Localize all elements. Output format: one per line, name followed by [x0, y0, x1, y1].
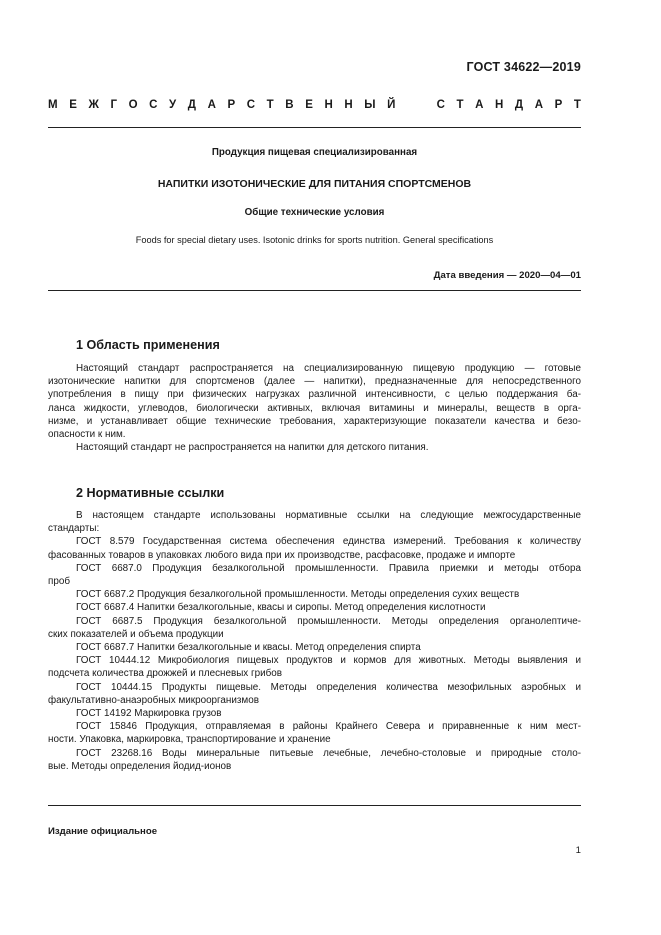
banner-letter: С [436, 99, 445, 111]
banner-letter: Н [495, 99, 504, 111]
text-line: ГОСТ 6687.0 Продукция безалкогольной промышленности. Правила приемки и методы отбора [76, 562, 581, 574]
banner-letter: Р [227, 99, 236, 111]
footer-divider [48, 805, 581, 806]
section-body-scope [48, 362, 581, 454]
text-line: вые. Методы определения йодид-ионов [48, 760, 232, 772]
text-line: подсчета количества дрожжей и плесневых грибов [48, 668, 282, 680]
banner-letter: Е [69, 99, 77, 111]
banner-letter: Т [456, 99, 464, 111]
text-line: В настоящем стандарте использованы нормативные ссылки на следующие межгосударственные [76, 510, 581, 521]
banner-letter: Н [324, 99, 333, 111]
section-heading-scope: 1 Область применения [76, 338, 220, 352]
banner-letter: У [169, 99, 177, 111]
section-body-references [48, 509, 581, 773]
text-line: факультативно-анаэробных микроорганизмов [48, 694, 259, 706]
banner-letter: Р [554, 99, 563, 111]
document-title: НАПИТКИ ИЗОТОНИЧЕСКИЕ ДЛЯ ПИТАНИЯ СПОРТСМЕНОВ [157, 178, 472, 190]
banner-letter: Й [387, 99, 396, 111]
banner-letter: В [285, 99, 294, 111]
banner-letter: Г [110, 99, 117, 111]
text-line: ГОСТ 6687.2 Продукция безалкогольной промышленности. Методы определения сухих веществ [76, 589, 520, 601]
banner-letter: Ж [88, 99, 99, 111]
text-line: Настоящий стандарт не распространяется на напитки для детского питания. [76, 442, 429, 454]
text-line: ланса жидкости, углеводов, биологически активных, включая витамины и минералы, веществ в орга- [48, 402, 581, 414]
text-line: изотонические напитки для спортсменов (далее — напитки), предназначенные для непосредственного [48, 376, 581, 388]
banner-letter: А [475, 99, 484, 111]
text-line: ГОСТ 15846 Продукция, отправляемая в районы Крайнего Севера и приравненные к ним мест- [76, 721, 581, 733]
section-heading-references: 2 Нормативные ссылки [76, 486, 225, 500]
header-divider [48, 127, 581, 128]
text-line: ских показателей и объема продукции [48, 628, 224, 640]
text-line: ГОСТ 10444.12 Микробиология пищевых продуктов и кормов для животных. Методы выявления и [76, 655, 581, 667]
text-line: ГОСТ 8.579 Государственная система обеспечения единства измерений. Требования к количеству [76, 536, 581, 548]
banner-letter [422, 99, 425, 111]
text-line: ГОСТ 23268.16 Воды минеральные питьевые лечебные, лечебно-столовые и природные столо- [76, 747, 581, 759]
banner-letter: Д [187, 99, 196, 111]
text-line: фасованных товаров в упаковках любого вида при их производстве, расфасовке, продаже и импорте [48, 549, 516, 561]
text-line: стандарты: [48, 523, 100, 535]
banner-letter: А [207, 99, 216, 111]
text-line: ГОСТ 14192 Маркировка грузов [76, 708, 222, 720]
text-line: ГОСТ 6687.4 Напитки безалкогольные, квасы и сиропы. Метод определения кислотности [76, 602, 486, 614]
banner-letter [407, 99, 410, 111]
banner-letter: Ы [364, 99, 376, 111]
page-number: 1 [575, 845, 581, 856]
text-line: Настоящий стандарт распространяется на специализированную пищевую продукцию — готовые [76, 363, 581, 374]
text-line: опасности к ним. [48, 429, 126, 441]
banner-letter: О [128, 99, 138, 111]
banner-letter: М [48, 99, 58, 111]
text-line: низме, и устанавливает общие технические требования, характеризующие показатели качества и безо- [48, 415, 581, 427]
text-line: ГОСТ 10444.15 Продукты пищевые. Методы определения количества мезофильных аэробных и [76, 681, 581, 693]
banner-letter: С [246, 99, 256, 111]
text-line: ности. Упаковка, маркировка, транспортирование и хранение [48, 734, 331, 746]
english-title: Foods for special dietary uses. Isotonic drinks for sports nutrition. General specifications [135, 235, 494, 245]
text-line: проб [48, 576, 70, 588]
banner-letter: Т [266, 99, 274, 111]
product-type: Продукция пищевая специализированная [211, 147, 418, 158]
title-divider [48, 290, 581, 291]
banner-letter: Е [305, 99, 313, 111]
banner-letter: Д [514, 99, 524, 111]
text-line: ГОСТ 6687.5 Продукция безалкогольной промышленности. Методы определения органолептиче- [76, 615, 581, 627]
interstate-standard-banner [48, 99, 581, 111]
standard-number: ГОСТ 34622—2019 [466, 60, 581, 74]
banner-letter: С [149, 99, 158, 111]
banner-letter: Т [573, 99, 581, 111]
introduction-date: Дата введения — 2020—04—01 [433, 270, 581, 281]
text-line: ГОСТ 6687.7 Напитки безалкогольные и квасы. Метод определения спирта [76, 642, 421, 654]
text-line: употребления в пищу при физических нагрузках различной интенсивности, с целью поддержания ба- [48, 389, 581, 401]
official-edition-note: Издание официальное [48, 826, 158, 837]
document-subtitle: Общие технические условия [244, 207, 385, 218]
banner-letter: Н [344, 99, 353, 111]
banner-letter: А [534, 99, 544, 111]
